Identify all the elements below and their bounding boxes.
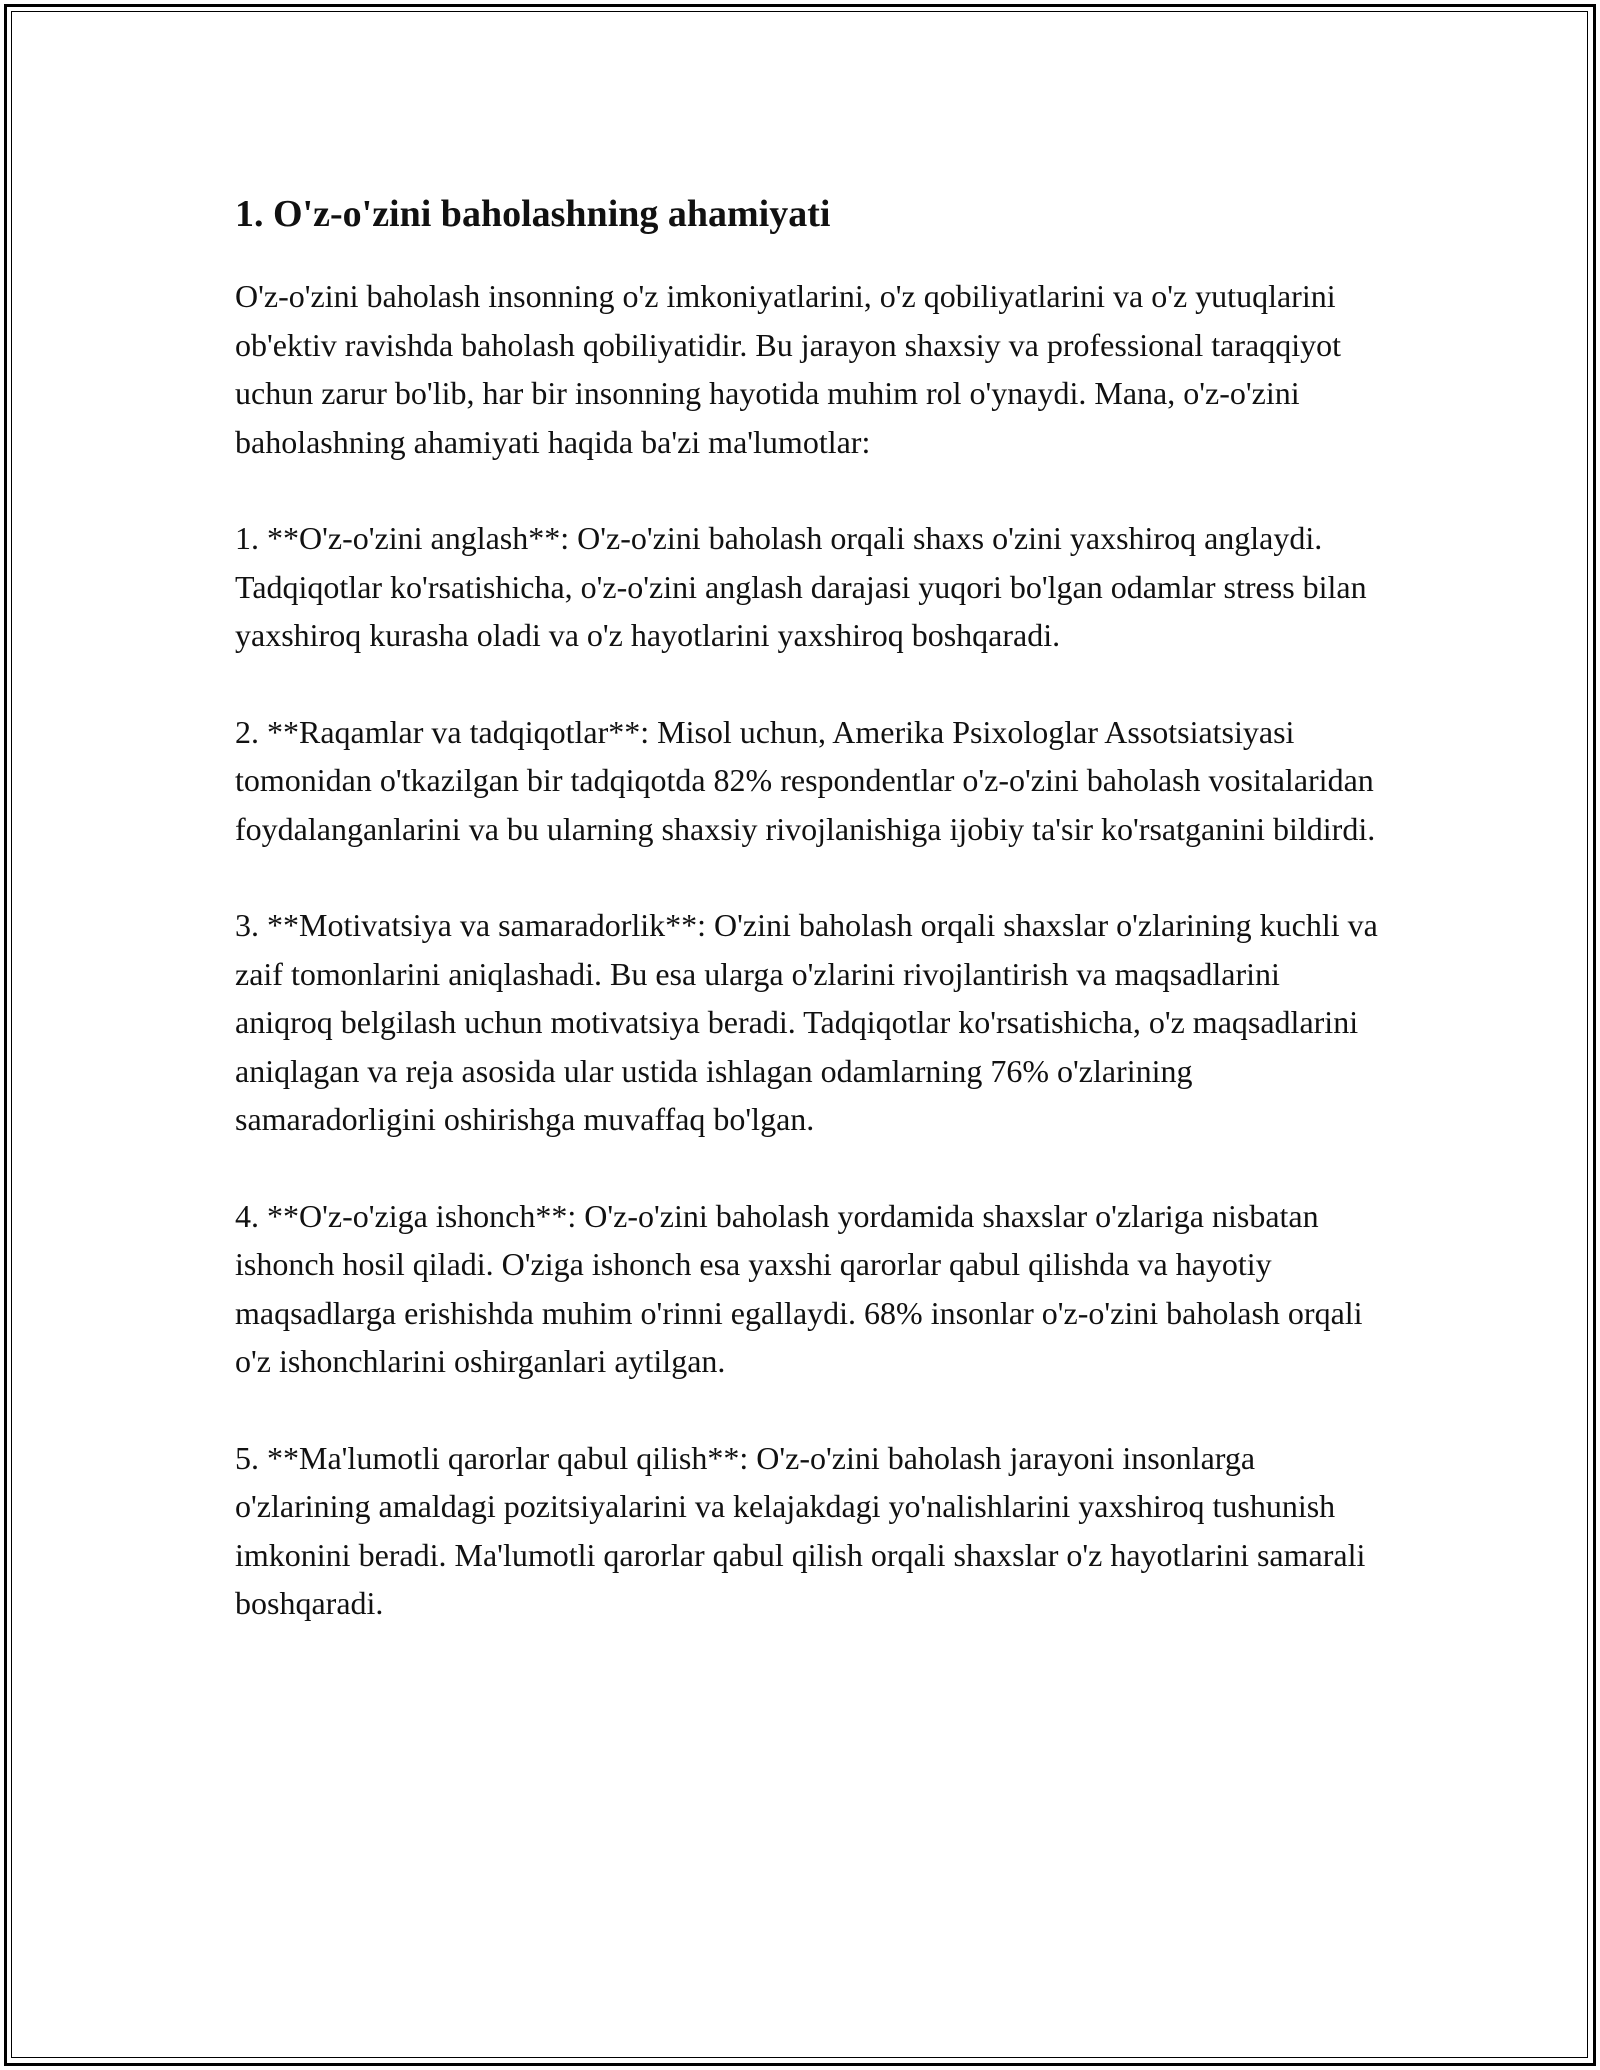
list-item: 5. **Ma'lumotli qarorlar qabul qilish**: O'z-o'zini baholash jarayoni insonlarga o'zlarining amaldagi pozitsiyalarini va kelajakdagi yo'nalishlarini yaxshiroq tushunish imkonini beradi. Ma'lumotli qarorlar qabul qilish orqali shaxslar o'z hayotlarini samarali boshqaradi. xyxy=(235,1439,1366,1621)
list-item: 4. **O'z-o'ziga ishonch**: O'z-o'zini baholash yordamida shaxslar o'zlariga nisbatan ishonch hosil qiladi. O'ziga ishonch esa yaxshi qarorlar qabul qilishda va hayotiy maqsadlarga erishishda muhim o'rinni egallaydi. 68% insonlar o'z-o'zini baholash orqali o'z ishonchlarini oshirganlari aytilgan. xyxy=(235,1197,1363,1379)
list-item: 3. **Motivatsiya va samaradorlik**: O'zini baholash orqali shaxslar o'zlarining kuchli va zaif tomonlarini aniqlashadi. Bu esa ularga o'zlarini rivojlantirish va maqsadlarini aniqroq belgilash uchun motivatsiya beradi. Tadqiqotlar ko'rsatishicha, o'z maqsadlarini aniqlagan va reja asosida ular ustida ishlagan odamlarning 76% o'zlarining samaradorligini oshirishga muvaffaq bo'lgan. xyxy=(235,907,1378,1137)
intro-paragraph: O'z-o'zini baholash insonning o'z imkoniyatlarini, o'z qobiliyatlarini va o'z yutuqlarini ob'ektiv ravishda baholash qobiliyatidir. Bu jarayon shaxsiy va professional taraqqiyot uchun zarur bo'lib, har bir insonning hayotida muhim rol o'ynaydi. Mana, o'z-o'zini baholashning ahamiyati haqida ba'zi ma'lumotlar: xyxy=(235,278,1341,460)
document-title: 1. O'z-o'zini baholashning ahamiyati xyxy=(235,193,831,235)
list-item: 1. **O'z-o'zini anglash**: O'z-o'zini baholash orqali shaxs o'zini yaxshiroq anglaydi. Tadqiqotlar ko'rsatishicha, o'z-o'zini anglash darajasi yuqori bo'lgan odamlar stress bilan yaxshiroq kurasha oladi va o'z hayotlarini yaxshiroq boshqaradi. xyxy=(235,520,1367,653)
list-item: 2. **Raqamlar va tadqiqotlar**: Misol uchun, Amerika Psixologlar Assotsiatsiyasi tomonidan o'tkazilgan bir tadqiqotda 82% respondentlar o'z-o'zini baholash vositalaridan foydalanganlarini va bu ularning shaxsiy rivojlanishiga ijobiy ta'sir ko'rsatganini bildirdi. xyxy=(235,713,1376,847)
document-body xyxy=(235,186,1385,1676)
